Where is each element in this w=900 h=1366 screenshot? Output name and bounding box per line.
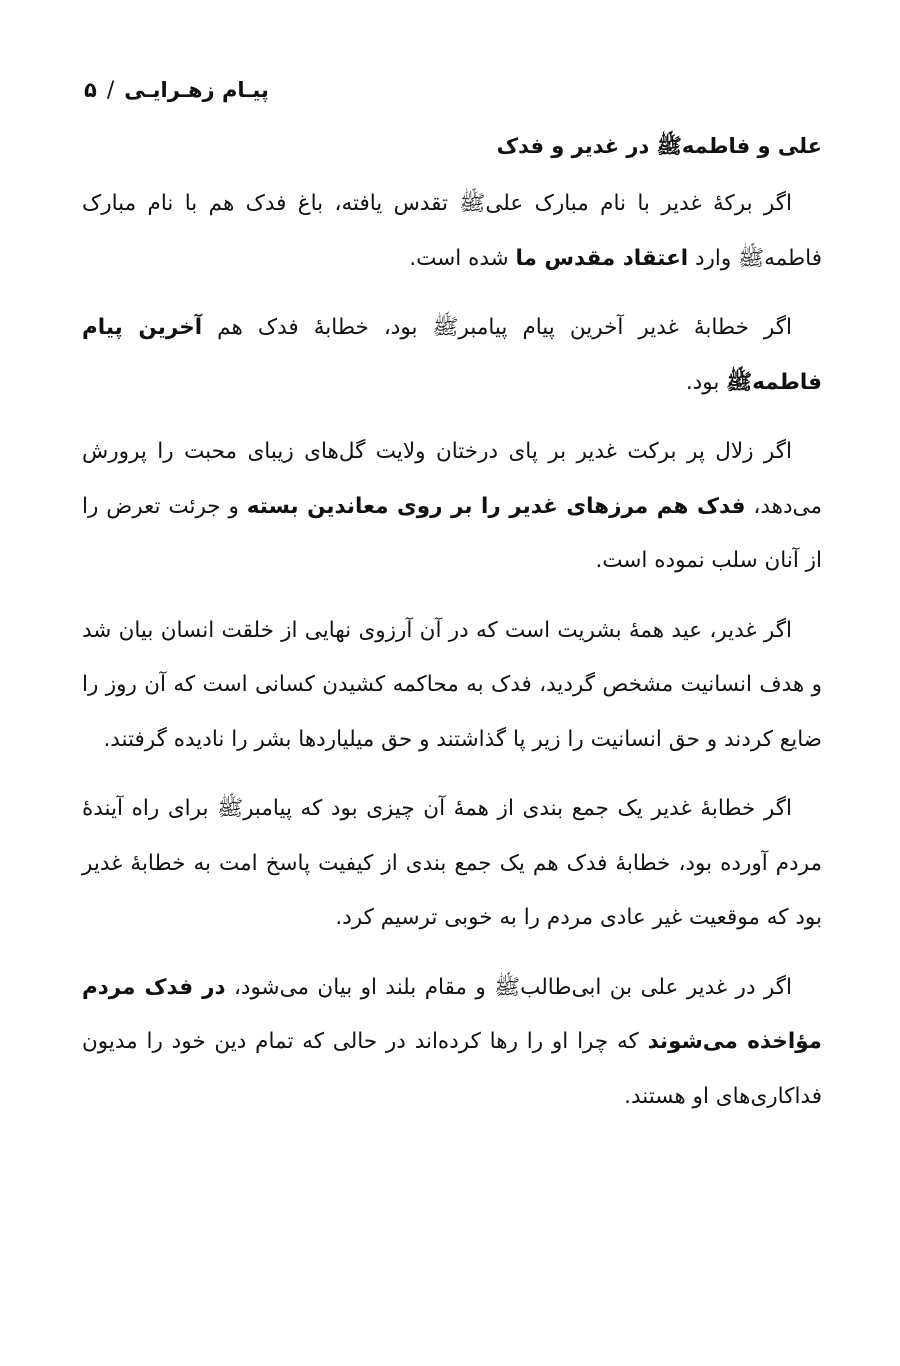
book-title: پیـام زهـرایـی [124,78,269,102]
paragraph-text: اگر برکهٔ غدیر با نام مبارک علی‌ﷺ تقدس یافته، باغ فدک هم با نام مبارک فاطمه‌ﷺ وارد [82,191,822,271]
paragraph-4 [82,604,822,768]
paragraph-text: بود. [685,369,727,395]
page-number: ۵ [84,78,97,102]
paragraph-bold-text: آخرین پیام فاطمه‌ﷺ [82,315,822,395]
paragraph-text: اگر غدیر، عید همهٔ بشریت است که در آن آرزوی نهایی از خلقت انسان بیان شد و هدف انسانیت مشخص گردید، فدک به محاکمه کشیدن کسانی است که آن روز را ضایع کردند و حق انسانیت را زیر پا گذاشتند و حق میلیاردها بشر را نادیده گرفتند. [82,617,822,752]
page-content [82,125,822,1139]
paragraph-text: اگر در غدیر علی بن ابی‌طالب‌ﷺ و مقام بلند او بیان می‌شود، [225,974,792,1000]
paragraph-3 [82,425,822,589]
paragraph-bold-text: اعتقاد مقدس ما [515,245,689,271]
paragraph-2 [82,301,822,410]
paragraph-text: شده است. [409,245,516,271]
paragraph-1 [82,177,822,286]
paragraph-text: اگر خطابهٔ غدیر آخرین پیام پیامبرﷺ بود، خطابهٔ فدک هم [202,315,793,340]
paragraph-text: که چرا او را رها کرده‌اند در حالی که تمام دین خود را مدیون فداکاری‌های او هستند. [82,1029,822,1109]
header-separator: / [106,77,115,103]
paragraph-bold-text: در فدک مردم مؤاخذه می‌شوند [82,974,822,1054]
paragraph-text: و جرئت تعرض را از آنان سلب نموده است. [82,493,822,573]
running-header [84,70,269,110]
section-title: علی و فاطمه‌ﷺ در غدیر و فدک [496,134,822,158]
paragraph-5 [82,782,822,946]
paragraph-text: اگر زلال پر برکت غدیر بر پای درختان ولایت گل‌های زیبای محبت را پرورش می‌دهد، [82,439,822,519]
paragraph-6 [82,961,822,1125]
paragraph-bold-text: فدک هم مرزهای غدیر را بر روی معاندین بسته [246,493,746,519]
paragraph-text: اگر خطابهٔ غدیر یک جمع بندی از همهٔ آن چیزی بود که پیامبرﷺ برای راه آیندهٔ مردم آورده بود، خطابهٔ فدک هم یک جمع بندی از کیفیت پاسخ امت به خطابهٔ غدیر بود که موقعیت غیر عادی مردم را به خوبی ترسیم کرد. [82,796,822,930]
